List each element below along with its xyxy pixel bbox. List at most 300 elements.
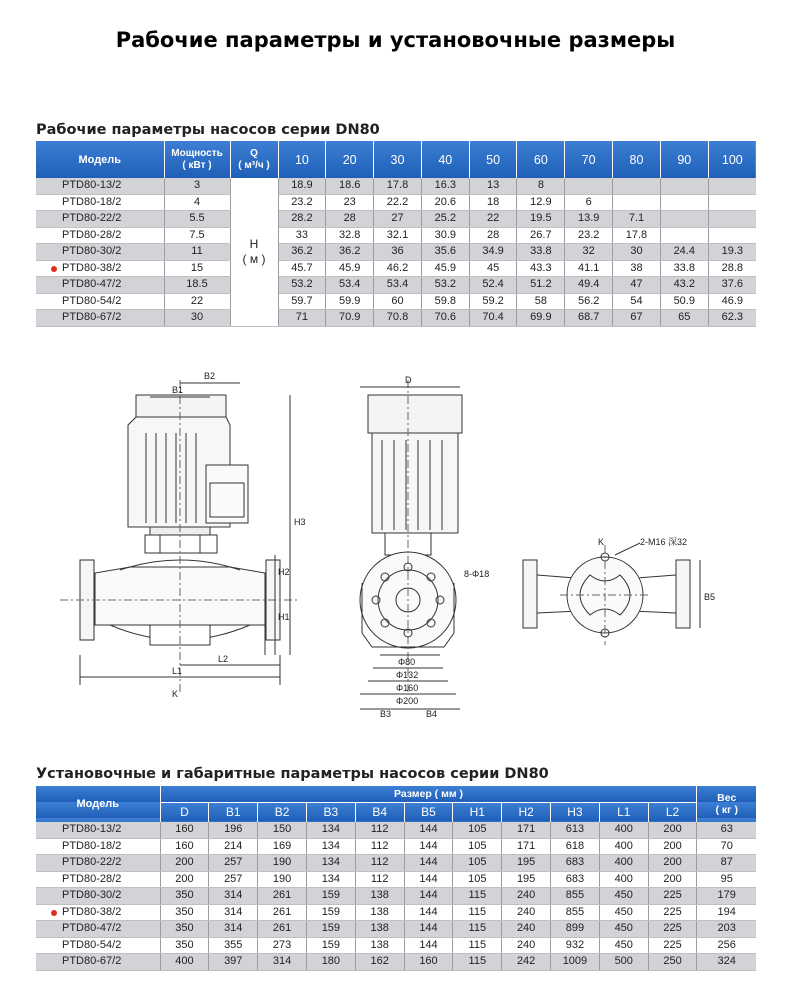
head-label: H	[249, 236, 259, 251]
dim-value-cell: 314	[209, 888, 258, 905]
dim-value-cell: 400	[599, 855, 648, 872]
head-value-cell	[708, 194, 756, 211]
model-cell	[36, 260, 164, 277]
dim-value-cell: 450	[599, 904, 648, 921]
head-label-cell	[230, 178, 278, 326]
dim-value-cell: 225	[648, 904, 697, 921]
dim-value-cell: 200	[648, 871, 697, 888]
dim-value-cell: 257	[209, 855, 258, 872]
head-value-cell: 49.4	[565, 277, 613, 294]
flow-10: 10	[278, 141, 326, 178]
head-value-cell: 18.9	[278, 178, 326, 194]
head-value-cell: 56.2	[565, 293, 613, 310]
model-cell	[36, 838, 160, 855]
model-cell	[36, 954, 160, 971]
dim-header-l1: L1	[599, 802, 648, 822]
header2-size: Размер ( мм )	[160, 786, 697, 802]
dim-value-cell: 200	[648, 855, 697, 872]
head-value-cell: 18	[469, 194, 517, 211]
head-value-cell: 36.2	[278, 244, 326, 261]
dim-value-cell: 350	[160, 904, 209, 921]
model-name: PTD80-47/2	[62, 278, 122, 291]
model-name: PTD80-18/2	[62, 839, 122, 852]
table-row	[36, 244, 756, 261]
dim-value-cell: 500	[599, 954, 648, 971]
head-value-cell: 70.8	[374, 310, 422, 327]
head-value-cell: 17.8	[613, 227, 661, 244]
head-value-cell	[613, 194, 661, 211]
dim-value-cell: 112	[355, 855, 404, 872]
dim-value-cell: 159	[306, 921, 355, 938]
dim-value-cell: 144	[404, 937, 453, 954]
head-value-cell	[660, 194, 708, 211]
dim-header-b4: B4	[355, 802, 404, 822]
power-cell: 30	[164, 310, 230, 327]
model-name: PTD80-30/2	[62, 889, 122, 902]
head-value-cell: 69.9	[517, 310, 565, 327]
head-value-cell: 23	[326, 194, 374, 211]
model-cell	[36, 921, 160, 938]
label-bolt-holes: 8-Φ18	[464, 569, 490, 579]
model-cell	[36, 855, 160, 872]
dim-value-cell: 400	[599, 822, 648, 838]
dim-value-cell: 162	[355, 954, 404, 971]
dim-header-l2: L2	[648, 802, 697, 822]
table-row	[36, 310, 756, 327]
head-value-cell: 32	[565, 244, 613, 261]
dim-value-cell: 314	[209, 921, 258, 938]
power-cell: 18.5	[164, 277, 230, 294]
dim-value-cell: 195	[502, 871, 551, 888]
top-view	[523, 543, 700, 645]
head-value-cell: 59.9	[326, 293, 374, 310]
dim-value-cell: 171	[502, 822, 551, 838]
weight-cell: 203	[697, 921, 756, 938]
head-value-cell	[708, 211, 756, 228]
model-cell	[36, 937, 160, 954]
dim-value-cell: 240	[502, 904, 551, 921]
model-cell	[36, 871, 160, 888]
performance-table	[36, 141, 756, 327]
label-d: D	[405, 375, 412, 385]
header2-weight	[697, 786, 756, 822]
head-value-cell: 25.2	[421, 211, 469, 228]
head-value-cell: 46.9	[708, 293, 756, 310]
dim-value-cell: 200	[648, 838, 697, 855]
dim-value-cell: 150	[258, 822, 307, 838]
head-value-cell: 53.4	[374, 277, 422, 294]
weight-cell: 63	[697, 822, 756, 838]
power-cell: 15	[164, 260, 230, 277]
dim-value-cell: 105	[453, 855, 502, 872]
dim-value-cell: 314	[258, 954, 307, 971]
head-value-cell: 43.2	[660, 277, 708, 294]
dim-value-cell: 159	[306, 937, 355, 954]
dim-value-cell: 195	[502, 855, 551, 872]
label-d132: Φ132	[396, 670, 419, 680]
head-value-cell	[660, 211, 708, 228]
header-q	[230, 141, 278, 178]
head-value-cell	[565, 178, 613, 194]
model-cell	[36, 888, 160, 905]
model-cell	[36, 277, 164, 294]
model-name: PTD80-38/2	[62, 261, 122, 274]
dim-value-cell: 225	[648, 921, 697, 938]
dim-value-cell: 190	[258, 855, 307, 872]
dim-value-cell: 134	[306, 838, 355, 855]
model-name: PTD80-13/2	[62, 179, 122, 192]
head-value-cell: 16.3	[421, 178, 469, 194]
head-value-cell	[660, 178, 708, 194]
flow-90: 90	[660, 141, 708, 178]
head-value-cell: 67	[613, 310, 661, 327]
flow-100: 100	[721, 152, 743, 167]
head-value-cell: 58	[517, 293, 565, 310]
dim-value-cell: 171	[502, 838, 551, 855]
dim-value-cell: 144	[404, 871, 453, 888]
head-value-cell: 62.3	[708, 310, 756, 327]
model-name: PTD80-28/2	[62, 228, 122, 241]
dim-value-cell: 450	[599, 921, 648, 938]
dim-value-cell: 400	[599, 838, 648, 855]
table-row	[36, 822, 756, 838]
table-row	[36, 293, 756, 310]
head-value-cell: 70.6	[421, 310, 469, 327]
head-value-cell: 47	[613, 277, 661, 294]
dim-value-cell: 160	[404, 954, 453, 971]
head-value-cell: 45.9	[421, 260, 469, 277]
dim-header-b2: B2	[258, 802, 307, 822]
dim-value-cell: 225	[648, 937, 697, 954]
model-name: PTD80-18/2	[62, 195, 122, 208]
head-value-cell: 45.9	[326, 260, 374, 277]
head-value-cell: 17.8	[374, 178, 422, 194]
dim-value-cell: 397	[209, 954, 258, 971]
header2-weight-unit: ( кг )	[715, 804, 738, 816]
power-cell: 22	[164, 293, 230, 310]
head-value-cell: 36.2	[326, 244, 374, 261]
header-power-unit: ( кВт )	[182, 159, 212, 171]
dim-value-cell: 200	[648, 822, 697, 838]
head-value-cell: 60	[374, 293, 422, 310]
dimensions-table	[36, 786, 756, 971]
table-row	[36, 211, 756, 228]
dim-header-h2: H2	[502, 802, 551, 822]
head-value-cell: 54	[613, 293, 661, 310]
head-value-cell: 33.8	[517, 244, 565, 261]
head-value-cell: 19.3	[708, 244, 756, 261]
model-cell	[36, 178, 164, 194]
model-name: PTD80-54/2	[62, 294, 122, 307]
dim-value-cell: 138	[355, 904, 404, 921]
head-value-cell: 35.6	[421, 244, 469, 261]
dim-value-cell: 115	[453, 937, 502, 954]
dim-value-cell: 261	[258, 904, 307, 921]
flow-20: 20	[326, 141, 374, 178]
weight-cell: 256	[697, 937, 756, 954]
label-l2: L2	[218, 654, 229, 664]
dim-value-cell: 159	[306, 904, 355, 921]
head-value-cell: 23.2	[565, 227, 613, 244]
model-name: PTD80-47/2	[62, 922, 122, 935]
table-row	[36, 871, 756, 888]
dim-value-cell: 200	[160, 855, 209, 872]
weight-cell: 87	[697, 855, 756, 872]
weight-cell: 324	[697, 954, 756, 971]
head-value-cell: 36	[374, 244, 422, 261]
model-name: PTD80-28/2	[62, 872, 122, 885]
dim-value-cell: 115	[453, 888, 502, 905]
head-value-cell: 38	[613, 260, 661, 277]
head-value-cell: 53.4	[326, 277, 374, 294]
pump-dimension-drawing	[0, 355, 791, 720]
dim-value-cell: 105	[453, 822, 502, 838]
model-cell	[36, 310, 164, 327]
dim-value-cell: 144	[404, 838, 453, 855]
head-value-cell: 22.2	[374, 194, 422, 211]
head-value-cell: 26.7	[517, 227, 565, 244]
label-b1: B1	[172, 385, 184, 395]
table-row	[36, 260, 756, 277]
head-value-cell: 13.9	[565, 211, 613, 228]
head-value-cell: 32.1	[374, 227, 422, 244]
head-value-cell: 28.8	[708, 260, 756, 277]
dim-header-b5: B5	[404, 802, 453, 822]
label-h1: H1	[278, 612, 290, 622]
label-h3: H3	[294, 517, 306, 527]
dim-value-cell: 144	[404, 888, 453, 905]
dim-header-h1: H1	[453, 802, 502, 822]
table-row	[36, 954, 756, 971]
dim-value-cell: 240	[502, 937, 551, 954]
head-value-cell: 68.7	[565, 310, 613, 327]
dim-value-cell: 240	[502, 888, 551, 905]
head-value-cell	[613, 178, 661, 194]
head-value-cell: 46.2	[374, 260, 422, 277]
power-cell: 5.5	[164, 211, 230, 228]
dim-value-cell: 855	[551, 904, 600, 921]
dim-value-cell: 932	[551, 937, 600, 954]
dim-value-cell: 683	[551, 855, 600, 872]
head-value-cell: 52.4	[469, 277, 517, 294]
flow-30: 30	[374, 141, 422, 178]
dim-value-cell: 314	[209, 904, 258, 921]
head-value-cell: 70.4	[469, 310, 517, 327]
power-cell: 4	[164, 194, 230, 211]
model-name: PTD80-30/2	[62, 245, 122, 258]
dim-value-cell: 160	[160, 838, 209, 855]
header-q-unit: ( м³/ч )	[238, 159, 270, 171]
head-value-cell: 50.9	[660, 293, 708, 310]
label-b3: B3	[380, 709, 392, 719]
label-l1: L1	[172, 666, 183, 676]
table-row	[36, 194, 756, 211]
dim-value-cell: 355	[209, 937, 258, 954]
head-value-cell: 59.2	[469, 293, 517, 310]
dim-value-cell: 225	[648, 888, 697, 905]
model-name: PTD80-22/2	[62, 212, 122, 225]
label-k-left: K	[172, 689, 179, 699]
model-cell	[36, 904, 160, 921]
header-q-label: Q	[250, 147, 258, 159]
dim-value-cell: 138	[355, 888, 404, 905]
dim-value-cell: 261	[258, 888, 307, 905]
label-b4: B4	[426, 709, 438, 719]
power-cell: 11	[164, 244, 230, 261]
label-k-right: K	[598, 537, 605, 547]
weight-cell: 179	[697, 888, 756, 905]
head-value-cell: 22	[469, 211, 517, 228]
head-unit: ( м )	[242, 251, 266, 266]
model-cell	[36, 822, 160, 838]
power-cell: 7.5	[164, 227, 230, 244]
dim-value-cell: 250	[648, 954, 697, 971]
model-name: PTD80-67/2	[62, 311, 122, 324]
dim-value-cell: 105	[453, 838, 502, 855]
head-value-cell: 23.2	[278, 194, 326, 211]
label-d160: Φ160	[396, 683, 419, 693]
table-row	[36, 227, 756, 244]
head-value-cell: 18.6	[326, 178, 374, 194]
table-row	[36, 277, 756, 294]
header2-model: Модель	[36, 786, 160, 822]
label-d80: Φ80	[398, 657, 416, 667]
table-row	[36, 888, 756, 905]
model-cell	[36, 293, 164, 310]
highlight-dot-icon	[51, 266, 57, 272]
head-value-cell: 65	[660, 310, 708, 327]
weight-cell: 194	[697, 904, 756, 921]
dim-header-b3: B3	[306, 802, 355, 822]
head-value-cell: 70.9	[326, 310, 374, 327]
model-name: PTD80-22/2	[62, 856, 122, 869]
table1-title: Рабочие параметры насосов серии DN80	[36, 122, 380, 138]
flow-50: 50	[469, 141, 517, 178]
dim-value-cell: 242	[502, 954, 551, 971]
dim-value-cell: 613	[551, 822, 600, 838]
head-value-cell: 71	[278, 310, 326, 327]
head-value-cell: 27	[374, 211, 422, 228]
head-value-cell: 13	[469, 178, 517, 194]
dim-value-cell: 138	[355, 921, 404, 938]
dim-value-cell: 134	[306, 855, 355, 872]
flow-60: 60	[517, 141, 565, 178]
model-name: PTD80-38/2	[62, 905, 122, 918]
table-row	[36, 904, 756, 921]
dim-value-cell: 240	[502, 921, 551, 938]
dim-value-cell: 350	[160, 937, 209, 954]
dim-value-cell: 450	[599, 937, 648, 954]
dim-value-cell: 214	[209, 838, 258, 855]
head-value-cell: 45.7	[278, 260, 326, 277]
weight-cell: 70	[697, 838, 756, 855]
dim-value-cell: 159	[306, 888, 355, 905]
flow-80: 80	[613, 141, 661, 178]
flow-70: 70	[565, 141, 613, 178]
label-h2: H2	[278, 567, 290, 577]
dim-value-cell: 160	[160, 822, 209, 838]
model-cell	[36, 244, 164, 261]
head-value-cell: 28.2	[278, 211, 326, 228]
head-value-cell: 45	[469, 260, 517, 277]
dim-value-cell: 899	[551, 921, 600, 938]
head-value-cell: 32.8	[326, 227, 374, 244]
head-value-cell: 53.2	[278, 277, 326, 294]
dim-value-cell: 112	[355, 822, 404, 838]
dim-value-cell: 112	[355, 871, 404, 888]
head-value-cell: 30.9	[421, 227, 469, 244]
header-power-label: Мощность	[171, 147, 223, 159]
dim-value-cell: 180	[306, 954, 355, 971]
dim-value-cell: 855	[551, 888, 600, 905]
head-value-cell: 34.9	[469, 244, 517, 261]
dim-value-cell: 350	[160, 921, 209, 938]
model-cell	[36, 194, 164, 211]
dim-value-cell: 144	[404, 904, 453, 921]
dim-value-cell: 105	[453, 871, 502, 888]
dim-header-b1: B1	[209, 802, 258, 822]
dim-value-cell: 144	[404, 855, 453, 872]
head-value-cell: 28	[326, 211, 374, 228]
dim-value-cell: 112	[355, 838, 404, 855]
power-cell: 3	[164, 178, 230, 194]
dim-value-cell: 400	[599, 871, 648, 888]
head-value-cell	[708, 178, 756, 194]
dim-value-cell: 261	[258, 921, 307, 938]
head-value-cell: 59.7	[278, 293, 326, 310]
head-value-cell: 33.8	[660, 260, 708, 277]
dim-value-cell: 350	[160, 888, 209, 905]
table-row	[36, 937, 756, 954]
table-row	[36, 921, 756, 938]
header-power	[164, 141, 230, 178]
dim-header-d: D	[160, 802, 209, 822]
label-m16: 2-M16 深32	[640, 537, 688, 547]
header-model: Модель	[36, 141, 164, 178]
head-value-cell: 43.3	[517, 260, 565, 277]
dim-value-cell: 115	[453, 954, 502, 971]
dim-value-cell: 450	[599, 888, 648, 905]
dim-header-h3: H3	[551, 802, 600, 822]
head-value-cell: 28	[469, 227, 517, 244]
label-b2: B2	[204, 371, 216, 381]
label-b5: B5	[704, 592, 716, 602]
dim-value-cell: 134	[306, 822, 355, 838]
dim-value-cell: 257	[209, 871, 258, 888]
dim-value-cell: 190	[258, 871, 307, 888]
dim-value-cell: 115	[453, 921, 502, 938]
model-name: PTD80-67/2	[62, 955, 122, 968]
head-value-cell: 20.6	[421, 194, 469, 211]
head-value-cell: 33	[278, 227, 326, 244]
dim-value-cell: 273	[258, 937, 307, 954]
head-value-cell: 30	[613, 244, 661, 261]
head-value-cell: 7.1	[613, 211, 661, 228]
model-cell	[36, 227, 164, 244]
table-row	[36, 178, 756, 194]
model-cell	[36, 211, 164, 228]
dim-value-cell: 618	[551, 838, 600, 855]
head-value-cell	[660, 227, 708, 244]
head-value-cell: 6	[565, 194, 613, 211]
table-row	[36, 855, 756, 872]
head-value-cell: 37.6	[708, 277, 756, 294]
page-title: Рабочие параметры и установочные размеры	[115, 28, 676, 52]
header2-weight-label: Вес	[717, 792, 737, 804]
head-value-cell: 51.2	[517, 277, 565, 294]
flow-40: 40	[421, 141, 469, 178]
head-value-cell: 12.9	[517, 194, 565, 211]
